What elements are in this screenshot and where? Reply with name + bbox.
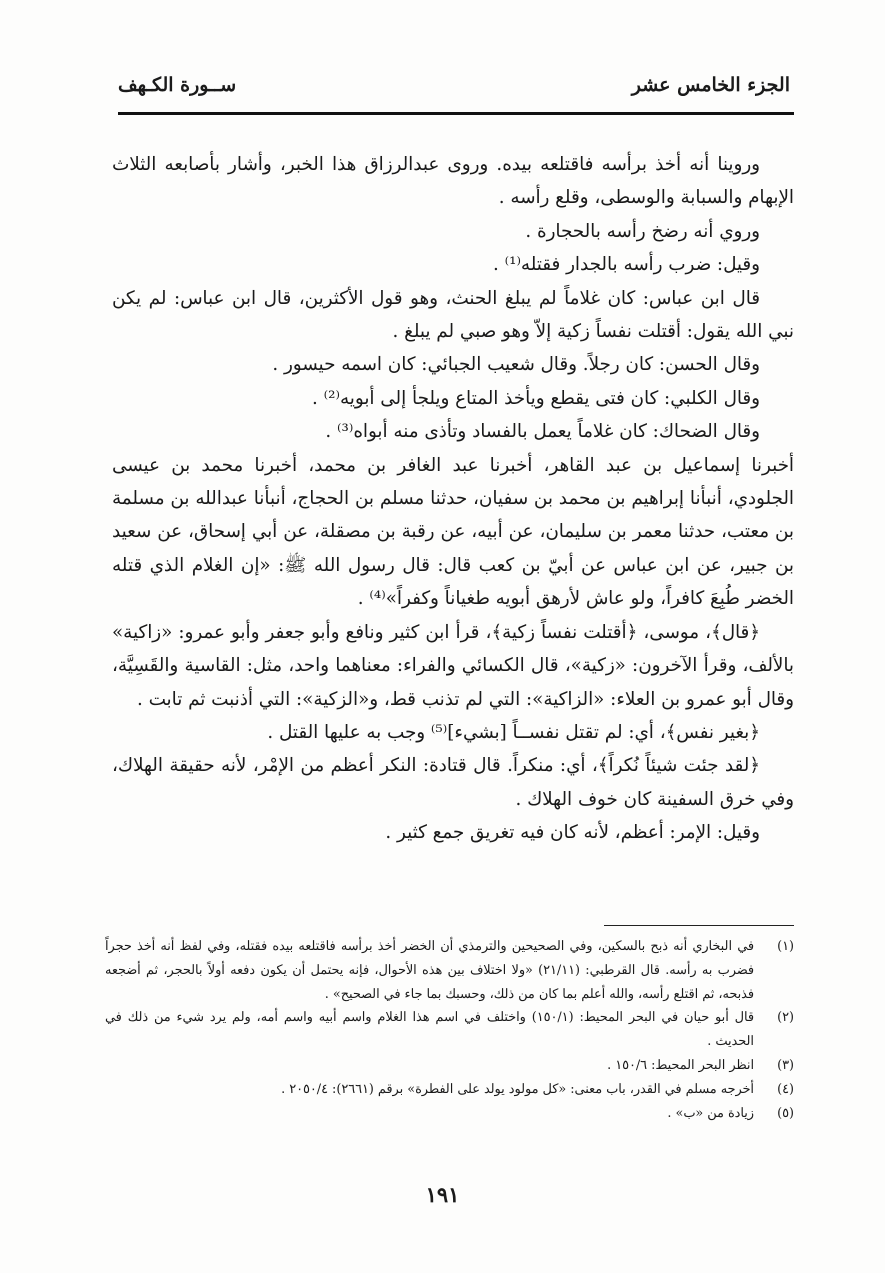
footnote-number: (٢) — [777, 1010, 794, 1026]
footnote — [105, 1078, 794, 1102]
paragraph: وروي أنه رضخ رأسه بالحجارة . — [525, 220, 760, 242]
paragraph: أخبرنا إسماعيل بن عبد القاهر، أخبرنا عبد الغافر بن محمد، أخبرنا محمد بن عيسى الجلودي، أنبأنا إبراهيم بن محمد بن سفيان، حدثنا مسلم بن الحجاج، أنبأنا عبدالله بن مسلمة بن معتب، حدثنا معمر بن سليمان، عن أبيه، عن رقبة بن مصقلة، عن أبي إسحاق، عن سعيد بن جبير، عن ابن عباس عن أبيّ بن كعب قال: قال رسول الله ﷺ: «إن الغلام الذي قتله الخضر طُبِعَ كافراً، ولو عاش لأرهق أبويه طغياناً وكفراً»⁽⁴⁾ . — [112, 454, 794, 610]
footnote — [105, 1006, 794, 1054]
header-rule — [118, 112, 794, 115]
footnote-text: قال أبو حيان في البحر المحيط: (١٥٠/١) واختلف في اسم هذا الغلام واسم أبيه واسم أمه، ولم يرد شيء من ذلك في الحديث . — [105, 1010, 754, 1050]
footnote-text: زيادة من «ب» . — [667, 1105, 754, 1121]
paragraph: وقيل: ضرب رأسه بالجدار فقتله⁽¹⁾ . — [492, 254, 760, 276]
juz-title: الجزء الخامس عشر — [631, 74, 790, 96]
page-number: ١٩١ — [425, 1182, 460, 1207]
paragraph: وقال الضحاك: كان غلاماً يعمل بالفساد وتأذى منه أبواه⁽³⁾ . — [325, 421, 760, 443]
footnote — [105, 1102, 794, 1126]
paragraph: قال ابن عباس: كان غلاماً لم يبلغ الحنث، وهو قول الأكثرين، قال ابن عباس: لم يكن نبي الله يقول: أقتلت نفساً زكية إلاّ وهو صبي لم يبلغ . — [112, 287, 794, 343]
footnote-number: (٥) — [777, 1105, 794, 1121]
footnote-text: أخرجه مسلم في القدر، باب معنى: «كل مولود يولد على الفطرة» برقم (٢٦٦١): ٢٠٥٠/٤ . — [281, 1081, 754, 1097]
footnote-number: (٤) — [777, 1081, 794, 1097]
paragraph: وقيل: الإمر: أعظم، لأنه كان فيه تغريق جمع كثير . — [385, 822, 760, 844]
footnote-number: (١) — [777, 939, 794, 954]
paragraph: وقال الحسن: كان رجلاً. وقال شعيب الجبائي: كان اسمه حيسور . — [272, 354, 760, 376]
surah-title: ســورة الكـهف — [118, 74, 237, 96]
footnote — [105, 935, 794, 1006]
footnote — [105, 1054, 794, 1078]
footnote-number: (٣) — [777, 1057, 794, 1073]
main-text — [112, 148, 794, 850]
footnotes — [105, 935, 794, 1125]
paragraph: ﴿قال﴾، موسى، ﴿أقتلت نفساً زكية﴾، قرأ ابن كثير ونافع وأبو جعفر وأبو عمرو: «زاكية» بالألف، وقرأ الآخرون: «زكية»، قال الكسائي والفراء: معناهما واحد، مثل: القاسية والقَسِيَّة، وقال أبو عمرو بن العلاء: «الزاكية»: التي لم تذنب قط، و«الزكية»: التي أذنبت ثم تابت . — [112, 621, 794, 710]
paragraph: وقال الكلبي: كان فتى يقطع ويأخذ المتاع ويلجأ إلى أبويه⁽²⁾ . — [312, 387, 760, 409]
footnote-rule — [604, 925, 794, 926]
paragraph: ﴿لقد جئت شيئاً نُكراً﴾، أي: منكراً. قال قتادة: النكر أعظم من الإمْر، لأنه حقيقة الهلاك، وفي خرق السفينة كان خوف الهلاك . — [112, 755, 794, 810]
page-header — [118, 74, 790, 104]
footnote-text: في البخاري أنه ذبح بالسكين، وفي الصحيحين والترمذي أن الخضر أخذ برأسه فاقتلعه بيده فقتله، وفي لفظ أنه أخذ حجراً فضرب به رأسه. قال القرطبي: (٢١/١١) «ولا اختلاف بين هذه الأحوال، فإنه يحتمل أن يكون دفعه أولاً بالحجر، ثم أضجعه فذبحه، ثم اقتلع رأسه، والله أعلم بما كان من ذلك، وحسبك بما جاء في الصحيح» . — [105, 939, 754, 1002]
paragraph: وروينا أنه أخذ برأسه فاقتلعه بيده. وروى عبدالرزاق هذا الخبر، وأشار بأصابعه الثلاث الإبهام والسبابة والوسطى، وقلع رأسه . — [112, 154, 794, 209]
paragraph: ﴿بغير نفس﴾، أي: لم تقتل نفســاً [بشيء]⁽⁵⁾ وجب به عليها القتل . — [267, 721, 760, 743]
footnote-text: انظر البحر المحيط: ١٥٠/٦ . — [607, 1057, 754, 1073]
